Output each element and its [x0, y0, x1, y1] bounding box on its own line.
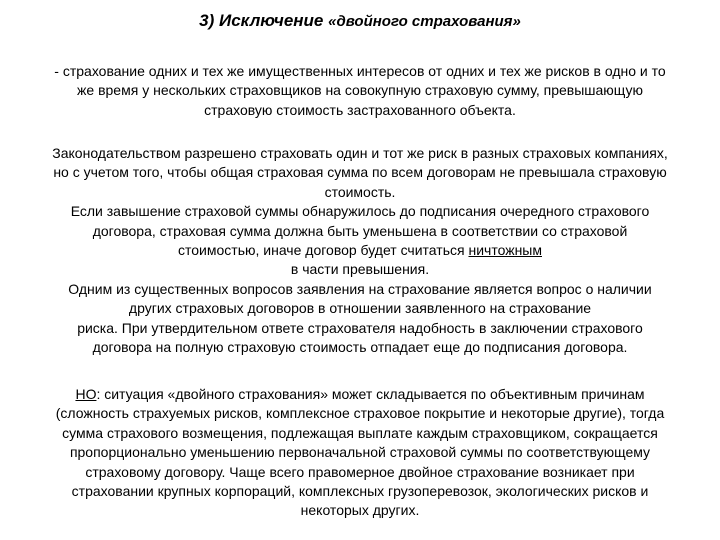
legislation-line: но с учетом того, чтобы общая страховая сумма по всем договорам не превышала страховую: [53, 164, 667, 181]
legislation-line: в части превышения.: [290, 261, 430, 278]
void-contract-link[interactable]: ничтожным: [468, 242, 542, 259]
legislation-line: Если завышение страховой суммы обнаружилось до подписания очередного страхового: [70, 203, 650, 220]
legislation-line: [4, 241, 716, 260]
note-line: (сложность страхуемых рисков, комплексное страховое покрытие и некоторые другие), тогда: [55, 405, 665, 422]
note-line: некоторых других.: [300, 502, 420, 519]
definition-line: страховую стоимость застрахованного объекта.: [204, 101, 516, 118]
note-paragraph: [4, 385, 716, 521]
note-label: НО: [75, 386, 97, 402]
title-rest: «двойного страхования»: [328, 13, 521, 30]
title-word: Исключение: [218, 11, 324, 30]
legislation-text: стоимостью, иначе договор будет считаться: [178, 242, 469, 259]
legislation-line: Одним из существенных вопросов заявления на страхование является вопрос о наличии: [68, 280, 652, 297]
note-line: пропорционально уменьшению первоначальной страховой суммы по соответствующему: [69, 444, 651, 461]
legislation-line: Законодательством разрешено страховать один и тот же риск в разных страховых компаниях,: [52, 145, 668, 161]
legislation-line: стоимость.: [324, 183, 396, 200]
legislation-paragraph: [4, 144, 716, 357]
note-text: : ситуация «двойного страхования» может складывается по объективным причинам: [96, 386, 645, 402]
definition-line: - страхование одних и тех же имущественных интересов от одних и тех же рисков в одно и то: [54, 63, 666, 79]
note-line: [4, 385, 716, 404]
legislation-line: договора на полную страховую стоимость отпадает еще до подписания договора.: [92, 339, 628, 356]
legislation-line: договора, страховая сумма должна быть уменьшена в соответствии со страховой: [92, 222, 628, 239]
legislation-line: других страховых договоров в отношении заявленного на страхование: [128, 300, 592, 317]
note-line: страховому договору. Чаще всего правомерное двойное страхование возникает при: [85, 463, 635, 480]
definition-line: же время у нескольких страховщиков на совокупную страховую сумму, превышающую: [77, 82, 643, 99]
legislation-line: риска. При утвердительном ответе страхователя надобность в заключении страхового: [77, 319, 643, 336]
note-line: сумма страхового возмещения, подлежащая выплате каждым страховщиком, сокращается: [62, 424, 658, 441]
definition-paragraph: [4, 62, 716, 120]
slide-title: [0, 9, 720, 34]
title-number: 3): [199, 11, 215, 30]
note-line: страховании крупных корпораций, комплексных грузоперевозок, экологических рисков и: [71, 483, 649, 500]
